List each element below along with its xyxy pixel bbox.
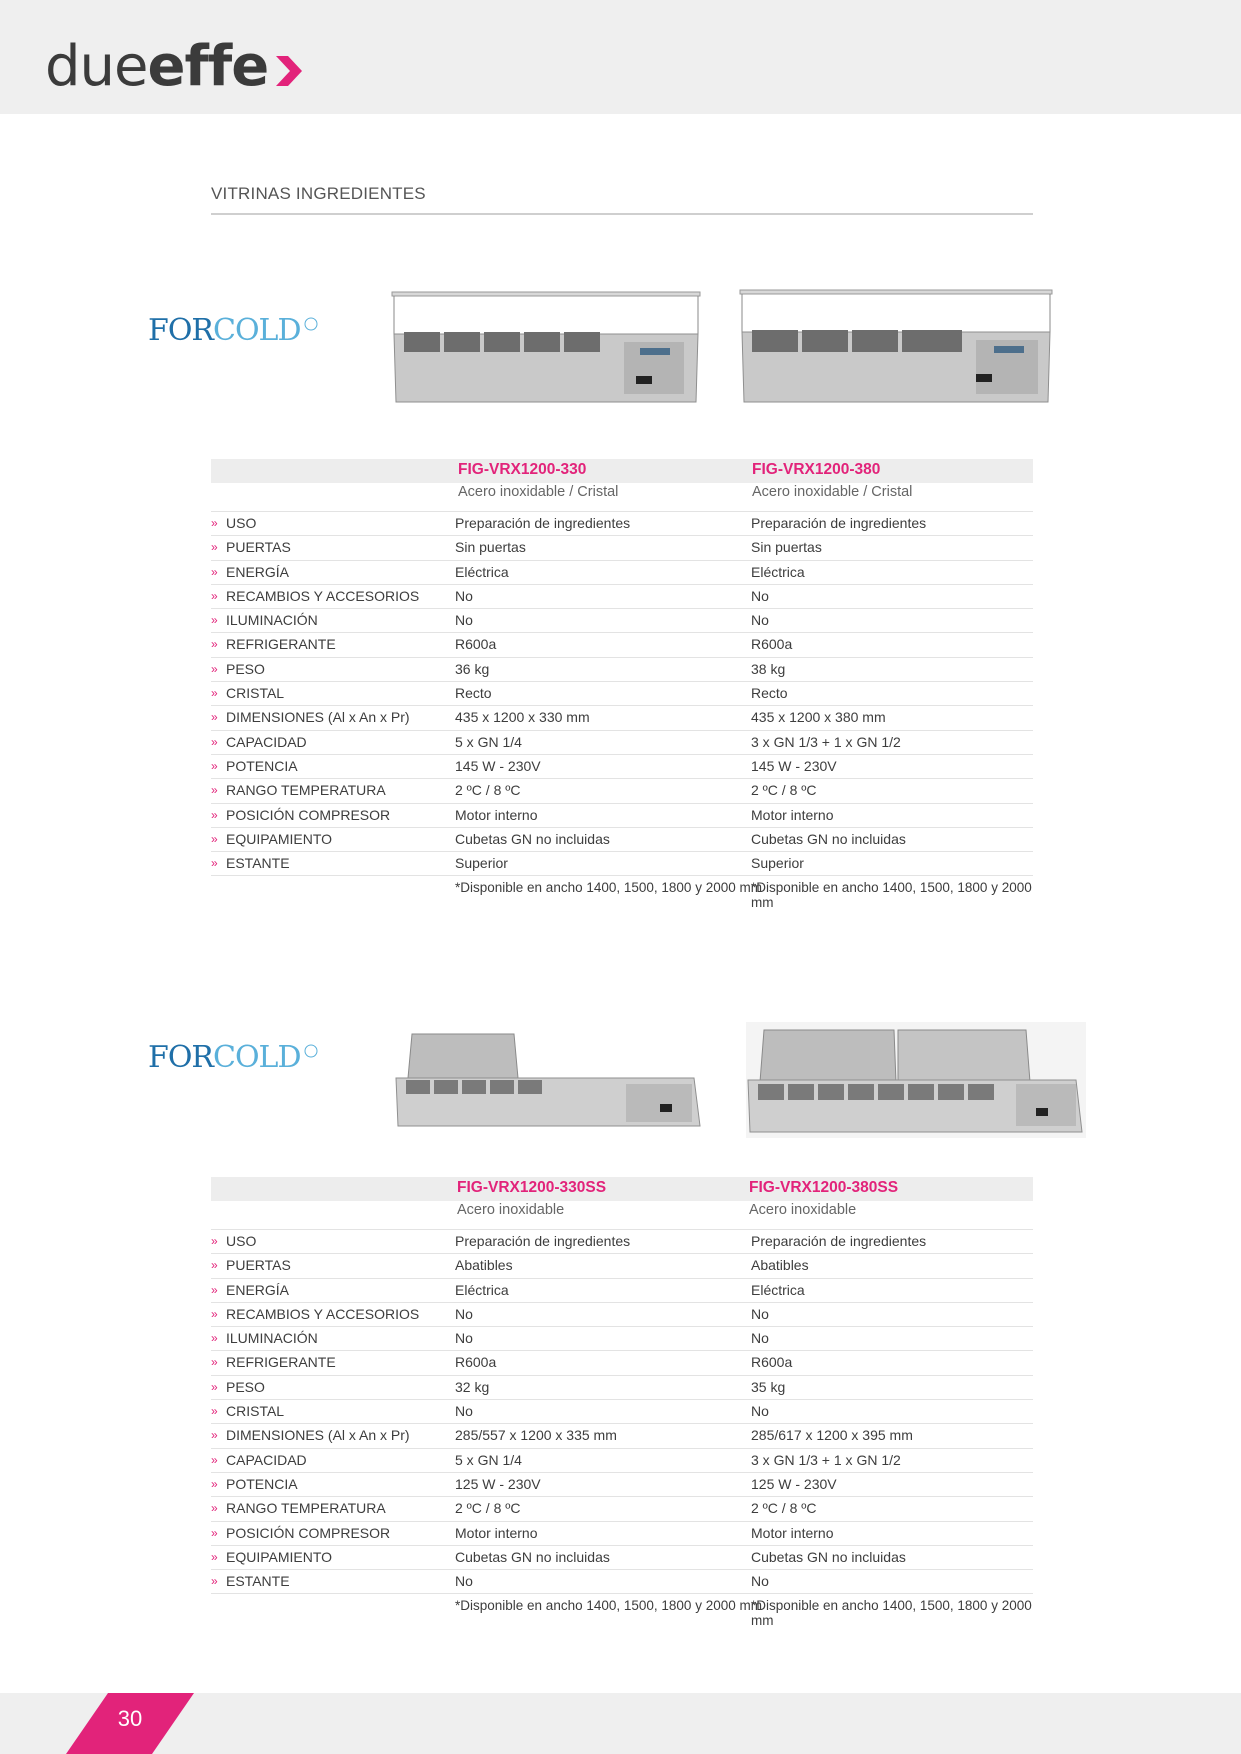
spec-label: DIMENSIONES (Al x An x Pr) [226, 1427, 410, 1444]
spec-value: Superior [751, 855, 804, 872]
spec-label: EQUIPAMIENTO [226, 830, 333, 847]
logo-text-light: due [45, 34, 148, 99]
spec-value: 285/617 x 1200 x 395 mm [751, 1427, 913, 1444]
bullet-icon: » [211, 710, 218, 725]
model-material: Acero inoxidable / Cristal [458, 484, 619, 500]
spec-value: No [751, 1403, 769, 1420]
spec-label: RECAMBIOS Y ACCESORIOS [226, 1305, 420, 1322]
spec-label: POTENCIA [226, 757, 298, 774]
bullet-icon: » [211, 1525, 218, 1540]
spec-label: REFRIGERANTE [226, 636, 336, 653]
bullet-icon: » [211, 1452, 218, 1467]
spec-value: 35 kg [751, 1378, 786, 1395]
spec-table-1 [211, 459, 1033, 909]
spec-value: No [751, 1305, 769, 1322]
spec-label: PUERTAS [226, 1257, 291, 1274]
spec-value: Motor interno [751, 1524, 834, 1541]
registered-mark-icon [303, 316, 319, 332]
table-row [211, 584, 1033, 608]
spec-label: REFRIGERANTE [226, 1354, 336, 1371]
table-row [211, 511, 1033, 535]
availability-note: *Disponible en ancho 1400, 1500, 1800 y 2000 mm [751, 1598, 1032, 1629]
spec-value: 32 kg [455, 1378, 490, 1395]
table-row [211, 1448, 1033, 1472]
spec-value: No [751, 1330, 769, 1347]
table-row [211, 1545, 1033, 1569]
spec-label: ENERGÍA [226, 563, 290, 580]
availability-note: *Disponible en ancho 1400, 1500, 1800 y 2000 mm [455, 1598, 762, 1614]
spec-value: Abatibles [751, 1257, 809, 1274]
section-title: VITRINAS INGREDIENTES [211, 184, 426, 203]
spec-value: 2 ºC / 8 ºC [751, 782, 817, 799]
spec-value: 5 x GN 1/4 [455, 1451, 522, 1468]
spec-value: 2 ºC / 8 ºC [455, 1500, 521, 1517]
table-row [211, 1423, 1033, 1447]
spec-value: No [751, 587, 769, 604]
bullet-icon: » [211, 1476, 218, 1491]
spec-value: No [751, 612, 769, 629]
spec-label: ILUMINACIÓN [226, 1330, 318, 1347]
bullet-icon: » [211, 613, 218, 628]
table-row [211, 1399, 1033, 1423]
section-divider [211, 213, 1033, 215]
spec-value: R600a [455, 1354, 497, 1371]
product-image-vrx1200-380ss [746, 1022, 1086, 1138]
bullet-icon: » [211, 734, 218, 749]
model-name: FIG-VRX1200-380SS [749, 1179, 899, 1196]
table-row [211, 1278, 1033, 1302]
spec-label: CAPACIDAD [226, 733, 307, 750]
spec-rows [211, 1229, 1033, 1629]
spec-value: 2 ºC / 8 ºC [455, 782, 521, 799]
forcold-logo-2: FORCOLD [148, 1040, 319, 1075]
bullet-icon: » [211, 1404, 218, 1419]
bullet-icon: » [211, 1234, 218, 1248]
spec-value: 2 ºC / 8 ºC [751, 1500, 817, 1517]
table-row [211, 803, 1033, 827]
table-row [211, 827, 1033, 851]
spec-value: Motor interno [751, 806, 834, 823]
table-row [211, 657, 1033, 681]
model-name: FIG-VRX1200-330 [458, 461, 587, 478]
product-image-vrx1200-380 [738, 278, 1054, 406]
availability-note: *Disponible en ancho 1400, 1500, 1800 y 2000 mm [751, 880, 1032, 911]
bullet-icon: » [211, 831, 218, 846]
spec-value: 435 x 1200 x 380 mm [751, 709, 886, 726]
spec-value: Preparación de ingredientes [455, 1233, 631, 1249]
spec-value: Recto [751, 685, 788, 702]
spec-value: No [455, 1305, 473, 1322]
chevron-right-icon [274, 54, 304, 88]
table-row [211, 705, 1033, 729]
spec-value: Eléctrica [751, 563, 805, 580]
bullet-icon: » [211, 1282, 218, 1297]
spec-label: POSICIÓN COMPRESOR [226, 1524, 391, 1541]
availability-note-row [211, 875, 1033, 911]
spec-value: Eléctrica [455, 563, 509, 580]
table-row [211, 1472, 1033, 1496]
spec-rows [211, 511, 1033, 911]
spec-label: CAPACIDAD [226, 1451, 307, 1468]
spec-label: CRISTAL [226, 685, 285, 702]
dueeffe-logo [45, 32, 304, 102]
spec-label: POSICIÓN COMPRESOR [226, 806, 391, 823]
table-row [211, 535, 1033, 559]
spec-value: No [455, 587, 473, 604]
spec-label: DIMENSIONES (Al x An x Pr) [226, 709, 410, 726]
table-row [211, 754, 1033, 778]
table-row [211, 1229, 1033, 1253]
spec-value: No [751, 1573, 769, 1590]
table-row [211, 1375, 1033, 1399]
spec-value: Cubetas GN no incluidas [751, 1548, 906, 1565]
spec-value: 145 W - 230V [455, 757, 541, 774]
spec-value: 285/557 x 1200 x 335 mm [455, 1427, 617, 1444]
product-image-vrx1200-330ss [394, 1030, 704, 1132]
spec-label: ENERGÍA [226, 1281, 290, 1298]
spec-value: Recto [455, 685, 492, 702]
spec-value: Motor interno [455, 806, 538, 823]
table-row [211, 1302, 1033, 1326]
bullet-icon: » [211, 564, 218, 579]
spec-value: Sin puertas [751, 539, 822, 556]
spec-value: Superior [455, 855, 508, 872]
spec-label: ESTANTE [226, 855, 290, 872]
table-row [211, 560, 1033, 584]
spec-label: USO [226, 515, 257, 531]
bullet-icon: » [211, 588, 218, 603]
spec-value: Cubetas GN no incluidas [455, 830, 610, 847]
bullet-icon: » [211, 661, 218, 676]
bullet-icon: » [211, 1355, 218, 1370]
product-image-vrx1200-330 [390, 282, 702, 406]
spec-label: ILUMINACIÓN [226, 612, 318, 629]
spec-value: 435 x 1200 x 330 mm [455, 709, 590, 726]
bullet-icon: » [211, 783, 218, 798]
availability-note: *Disponible en ancho 1400, 1500, 1800 y 2000 mm [455, 880, 762, 896]
spec-value: R600a [751, 1354, 793, 1371]
spec-value: 125 W - 230V [455, 1475, 541, 1492]
spec-value: 3 x GN 1/3 + 1 x GN 1/2 [751, 1451, 901, 1468]
spec-value: 36 kg [455, 660, 490, 677]
logo-text-bold: effe [147, 34, 269, 99]
table-row [211, 608, 1033, 632]
spec-value: Preparación de ingredientes [455, 515, 631, 531]
spec-value: No [455, 1403, 473, 1420]
spec-table-header [211, 1177, 1033, 1218]
bullet-icon: » [211, 540, 218, 555]
bullet-icon: » [211, 1574, 218, 1589]
model-material: Acero inoxidable [749, 1202, 857, 1218]
spec-label: POTENCIA [226, 1475, 298, 1492]
model-material: Acero inoxidable [457, 1202, 565, 1218]
bullet-icon: » [211, 1258, 218, 1273]
spec-label: PUERTAS [226, 539, 291, 556]
spec-label: ESTANTE [226, 1573, 290, 1590]
bullet-icon: » [211, 1331, 218, 1346]
spec-value: Abatibles [455, 1257, 513, 1274]
page-number: 30 [117, 1706, 143, 1731]
bullet-icon: » [211, 1379, 218, 1394]
spec-label: EQUIPAMIENTO [226, 1548, 333, 1565]
bullet-icon: » [211, 856, 218, 871]
table-row [211, 1521, 1033, 1545]
spec-value: Cubetas GN no incluidas [455, 1548, 610, 1565]
table-row [211, 681, 1033, 705]
spec-value: 145 W - 230V [751, 757, 837, 774]
spec-value: Eléctrica [751, 1281, 805, 1298]
model-name: FIG-VRX1200-330SS [457, 1179, 607, 1196]
table-row [211, 1253, 1033, 1277]
bullet-icon: » [211, 1501, 218, 1516]
spec-value: Sin puertas [455, 539, 526, 556]
spec-label: RECAMBIOS Y ACCESORIOS [226, 587, 420, 604]
bullet-icon: » [211, 1549, 218, 1564]
table-row [211, 1569, 1033, 1593]
spec-value: No [455, 1330, 473, 1347]
spec-value: 3 x GN 1/3 + 1 x GN 1/2 [751, 733, 901, 750]
table-row [211, 1496, 1033, 1520]
spec-label: RANGO TEMPERATURA [226, 1500, 386, 1517]
bullet-icon: » [211, 1428, 218, 1443]
table-row [211, 1326, 1033, 1350]
table-row [211, 730, 1033, 754]
spec-value: R600a [455, 636, 497, 653]
spec-value: Eléctrica [455, 1281, 509, 1298]
spec-label: RANGO TEMPERATURA [226, 782, 386, 799]
spec-value: 125 W - 230V [751, 1475, 837, 1492]
bullet-icon: » [211, 686, 218, 701]
spec-value: No [455, 612, 473, 629]
model-material: Acero inoxidable / Cristal [752, 484, 913, 500]
spec-value: Preparación de ingredientes [751, 1233, 927, 1249]
table-row [211, 1350, 1033, 1374]
spec-label: USO [226, 1233, 257, 1249]
spec-value: 5 x GN 1/4 [455, 733, 522, 750]
spec-value: R600a [751, 636, 793, 653]
spec-value: No [455, 1573, 473, 1590]
table-row [211, 851, 1033, 875]
bullet-icon: » [211, 807, 218, 822]
registered-mark-icon [303, 1043, 319, 1059]
bullet-icon: » [211, 1306, 218, 1321]
bullet-icon: » [211, 637, 218, 652]
spec-value: Cubetas GN no incluidas [751, 830, 906, 847]
bullet-icon: » [211, 758, 218, 773]
forcold-logo: FORCOLD [148, 313, 319, 348]
spec-table-header [211, 459, 1033, 500]
spec-label: PESO [226, 1378, 265, 1395]
spec-label: CRISTAL [226, 1403, 285, 1420]
table-row [211, 778, 1033, 802]
spec-label: PESO [226, 660, 265, 677]
spec-value: 38 kg [751, 660, 786, 677]
table-row [211, 632, 1033, 656]
spec-value: Preparación de ingredientes [751, 515, 927, 531]
model-name: FIG-VRX1200-380 [752, 461, 881, 478]
availability-note-row [211, 1593, 1033, 1629]
bullet-icon: » [211, 516, 218, 530]
spec-value: Motor interno [455, 1524, 538, 1541]
spec-table-2 [211, 1177, 1033, 1627]
